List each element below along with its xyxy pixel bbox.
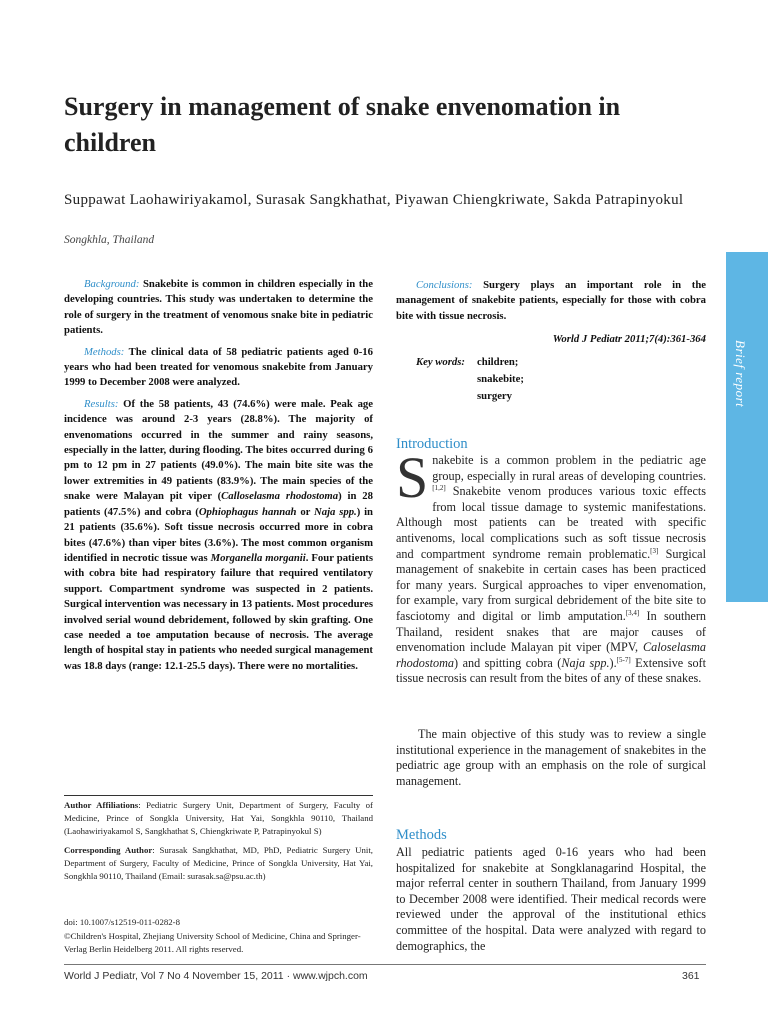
intro-text: In southern Thailand, resident snakes that are major causes of envenomation include Malayan pit viper (MPV,	[396, 608, 706, 655]
results-species-1: Calloselasma rhodostoma	[221, 490, 339, 503]
results-species-3: Naja spp.	[314, 505, 357, 518]
author-affiliations	[64, 799, 373, 838]
methods-label: Methods:	[84, 345, 125, 358]
keywords-block	[416, 354, 524, 405]
methods-text: The clinical data of 58 pediatric patients aged 0-16 years who had been treated for venomous snakebite from January 1999 to December 2008 were analyzed.	[64, 345, 373, 389]
copyright-notice: ©Children's Hospital, Zhejiang University School of Medicine, China and Springer-Verlag Berlin Heidelberg 2011. All rights reserved.	[64, 931, 361, 954]
abstract-methods	[64, 345, 373, 391]
results-text-2: ) in 28 patients (47.5%) and cobra (	[64, 490, 373, 518]
results-organism: Morganella morganii	[210, 551, 306, 564]
introduction-paragraph-1	[396, 445, 706, 687]
article-type-label: Brief report	[733, 340, 748, 408]
results-text-5: . Four patients with cobra bite had respiratory failure that required ventilatory support. Compartment syndrome was suspected in 2 patients. Surgical intervention was necessary in 13 patients. Most procedures involved serial wound debridement, followed by skin grafting. One case needed a toe amputation because of necrosis. The average length of hospital stay in patients who needed surgical management was 18.8 days (range: 12.1-25.5 days). There were no mortalities.	[64, 551, 373, 672]
results-label: Results:	[84, 397, 119, 410]
results-text-3: or	[296, 505, 315, 518]
methods-heading: Methods	[396, 827, 447, 843]
abstract-left-column	[64, 277, 373, 680]
citation-ref: [5-7]	[616, 655, 631, 664]
conclusions-text: Surgery plays an important role in the management of snakebite patients, especially for those with cobra bite with tissue necrosis.	[396, 279, 707, 322]
introduction-heading: Introduction	[396, 436, 468, 452]
abstract-results	[64, 397, 373, 674]
abstract-right-column	[396, 278, 706, 330]
conclusions-label: Conclusions:	[416, 279, 473, 291]
footer-journal-info: World J Pediatr, Vol 7 No 4 November 15, 2011 · www.wjpch.com	[64, 970, 368, 982]
results-text-4: ) in 21 patients (35.6%). Soft tissue necrosis occurred more in cobra bites (47.6%) than viper bites (3.6%). The most common organism identified in necrotic tissue was	[64, 505, 373, 564]
intro-text: Surgical management of snakebite in certain cases has been practiced for many years. Surgical approaches to viper envenomation, for example, vary from surgical debridement of the bite site to fasciotomy and digital or limb amputation.	[396, 546, 706, 623]
citation-ref: [1,2]	[432, 484, 446, 493]
author-list: Suppawat Laohawiriyakamol, Surasak Sangkhathat, Piyawan Chiengkriwate, Sakda Patrapinyokul	[64, 192, 684, 208]
methods-paragraph: All pediatric patients aged 0-16 years who had been hospitalized for snakebite at Songklanagarind Hospital, the major referral center in southern Thailand, from January 1999 to December 2008 were identified. Their medical records were reviewed under the approval of the institutional ethics committee of the hospital. Data were analyzed with regard to demographics, the	[396, 845, 706, 953]
intro-text: ).	[609, 655, 617, 670]
intro-text: nakebite is a common problem in the pediatric age group, especially in rural areas of developing countries.	[432, 453, 706, 483]
affiliation-divider	[64, 795, 373, 796]
journal-citation: World J Pediatr 2011;7(4):361-364	[552, 333, 706, 345]
keyword-item: surgery	[477, 390, 513, 402]
keyword-item: children;	[477, 356, 519, 368]
citation-ref: [3]	[650, 546, 659, 555]
article-type-tab	[726, 252, 768, 602]
species-name: Naja spp.	[561, 655, 610, 670]
corresponding-author	[64, 844, 373, 883]
introduction-paragraph-2: The main objective of this study was to review a single institutional experience in the management of snakebites in the pediatric age group with an emphasis on the role of surgical management.	[396, 727, 706, 788]
affiliations-block	[64, 799, 373, 889]
abstract-conclusions	[396, 278, 706, 324]
intro-text: ) and spitting cobra (	[454, 655, 562, 670]
results-text-1: Of the 58 patients, 43 (74.6%) were male. Peak age incidence was around 2-3 years (28.8%). The majority of envenomations occurred in the summer and rainy seasons, especially in the latter, during flooding. The bites occurred during 6 pm to 12 pm in 27 patients (49.0%). The main bite site was the lower extremities in 49 patients (83.9%). The main species of the snake were Malayan pit viper (	[64, 397, 373, 503]
keywords-label: Key words:	[416, 356, 465, 368]
corresponding-text: : Surasak Sangkhathat, MD, PhD, Pediatric Surgery Unit, Department of Surgery, Faculty of Medicine, Prince of Songkla University, Hat Yai, Songkhla 90110, Thailand (Email: surasak.sa@psu.ac.th)	[64, 845, 373, 881]
results-species-2: Ophiophagus hannah	[198, 505, 297, 518]
corresponding-label: Corresponding Author	[64, 845, 153, 855]
species-name: Caloselasma rhodostoma	[396, 640, 706, 670]
background-text: Snakebite is common in children especially in the developing countries. This study was undertaken to determine the role of surgery in the treatment of venomous snake bite in pediatric patients.	[64, 278, 373, 337]
footer-divider	[64, 964, 706, 965]
abstract-background	[64, 277, 373, 339]
author-location: Songkhla, Thailand	[64, 234, 155, 246]
keyword-item: snakebite;	[477, 373, 524, 385]
article-title: Surgery in management of snake envenomation in children	[64, 92, 621, 157]
drop-cap: S	[396, 445, 429, 510]
intro-text: Snakebite venom produces various toxic effects from local tissue damage to systemic manifestations. Although most patients can be treated with specific antivenoms, local complications such as soft tissue necrosis and compartment syndrome remain problematic.	[396, 484, 706, 561]
page-number: 361	[682, 970, 700, 982]
affiliations-label: Author Affiliations	[64, 800, 139, 810]
affiliations-text: : Pediatric Surgery Unit, Department of Surgery, Faculty of Medicine, Prince of Songkla University, Hat Yai, Songkhla 90110, Thailand (Laohawiriyakamol S, Sangkhathat S, Chiengkriwate P, Patrapinyokul S)	[64, 800, 373, 836]
doi: doi: 10.1007/s12519-011-0282-8	[64, 917, 180, 927]
citation-ref: [3,4]	[625, 608, 640, 617]
background-label: Background:	[84, 278, 140, 290]
intro-text: Extensive soft tissue necrosis can result from the bites of any of these snakes.	[396, 655, 706, 686]
